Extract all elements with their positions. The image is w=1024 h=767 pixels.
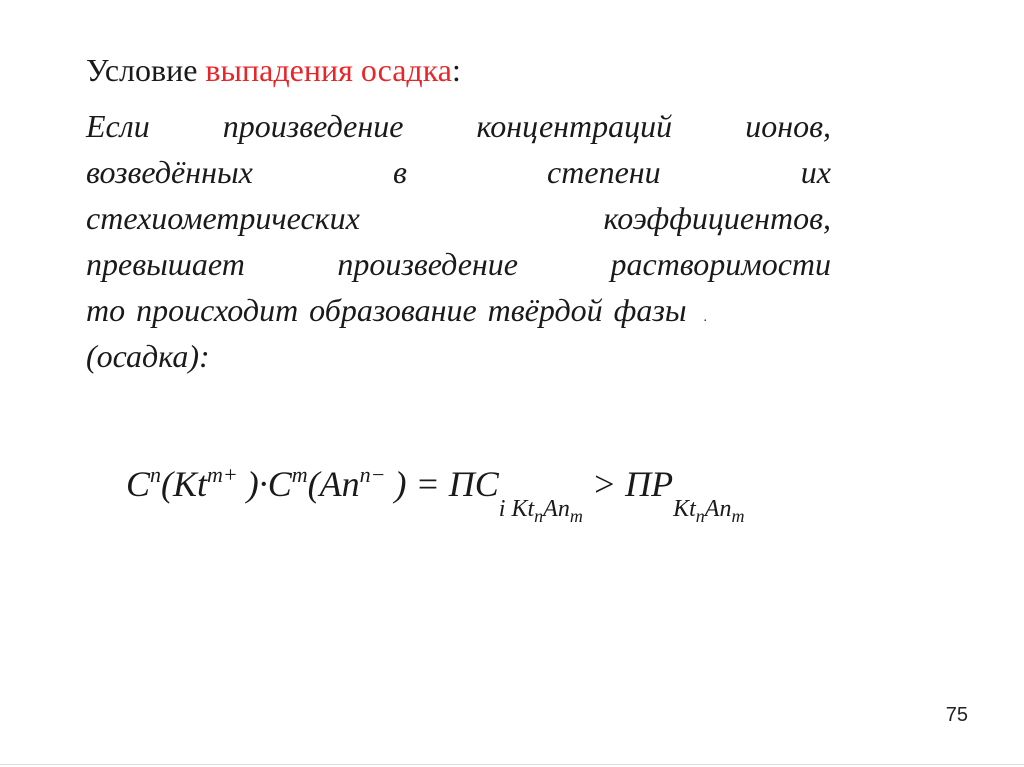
word: ионов, xyxy=(745,108,831,144)
word: степени xyxy=(547,154,661,190)
formula-part: )·C xyxy=(237,464,292,504)
title-lead: Условие xyxy=(86,52,206,88)
formula-subscript: An xyxy=(543,496,570,522)
word: то xyxy=(86,292,126,328)
word: их xyxy=(800,154,831,190)
paragraph-line-5 xyxy=(86,287,831,333)
precipitation-formula xyxy=(126,458,745,526)
formula-part: (An xyxy=(307,464,360,504)
stray-dot: . xyxy=(703,310,707,325)
bottom-divider xyxy=(0,764,1024,765)
title-tail: : xyxy=(451,52,461,88)
title-highlight: выпадения осадка xyxy=(205,52,452,88)
slide-title xyxy=(86,50,461,90)
word: происходит xyxy=(136,292,299,328)
word: образование xyxy=(309,292,477,328)
word: (осадка): xyxy=(86,338,210,374)
formula-subscript: m xyxy=(731,506,745,526)
formula-part: > ПР xyxy=(582,464,674,504)
word: превышает xyxy=(86,246,245,282)
word: стехиометрических xyxy=(86,200,360,236)
word: произведение xyxy=(222,108,404,144)
formula-subscript: Kt xyxy=(673,496,696,522)
word: растворимости xyxy=(610,246,831,282)
word: твёрдой xyxy=(487,292,603,328)
word: Если xyxy=(86,108,150,144)
formula-superscript: n xyxy=(150,462,162,487)
formula-subscript: m xyxy=(569,506,583,526)
word: коэффициентов, xyxy=(603,200,831,236)
definition-paragraph xyxy=(86,103,831,379)
word: возведённых xyxy=(86,154,253,190)
formula-superscript: m xyxy=(291,462,308,487)
formula-part: C xyxy=(126,464,151,504)
paragraph-line-1 xyxy=(86,103,831,149)
word: фазы xyxy=(613,292,687,328)
paragraph-line-4 xyxy=(86,241,831,287)
page-number: 75 xyxy=(945,704,968,726)
paragraph-line-6 xyxy=(86,333,831,379)
paragraph-line-2 xyxy=(86,149,831,195)
word: произведение xyxy=(337,246,518,282)
formula-subscript: i xyxy=(498,496,506,522)
formula-subscript: n xyxy=(534,506,544,526)
formula-superscript: m+ xyxy=(207,462,238,487)
formula-part: (Kt xyxy=(161,464,208,504)
formula-subscript: An xyxy=(704,496,732,522)
word: концентраций xyxy=(476,108,673,144)
paragraph-line-3 xyxy=(86,195,831,241)
word: в xyxy=(393,154,407,190)
formula-part: ) = ПC xyxy=(385,464,499,504)
formula-superscript: n− xyxy=(359,462,386,487)
formula-subscript: Kt xyxy=(505,496,535,522)
formula-subscript: n xyxy=(695,506,705,526)
